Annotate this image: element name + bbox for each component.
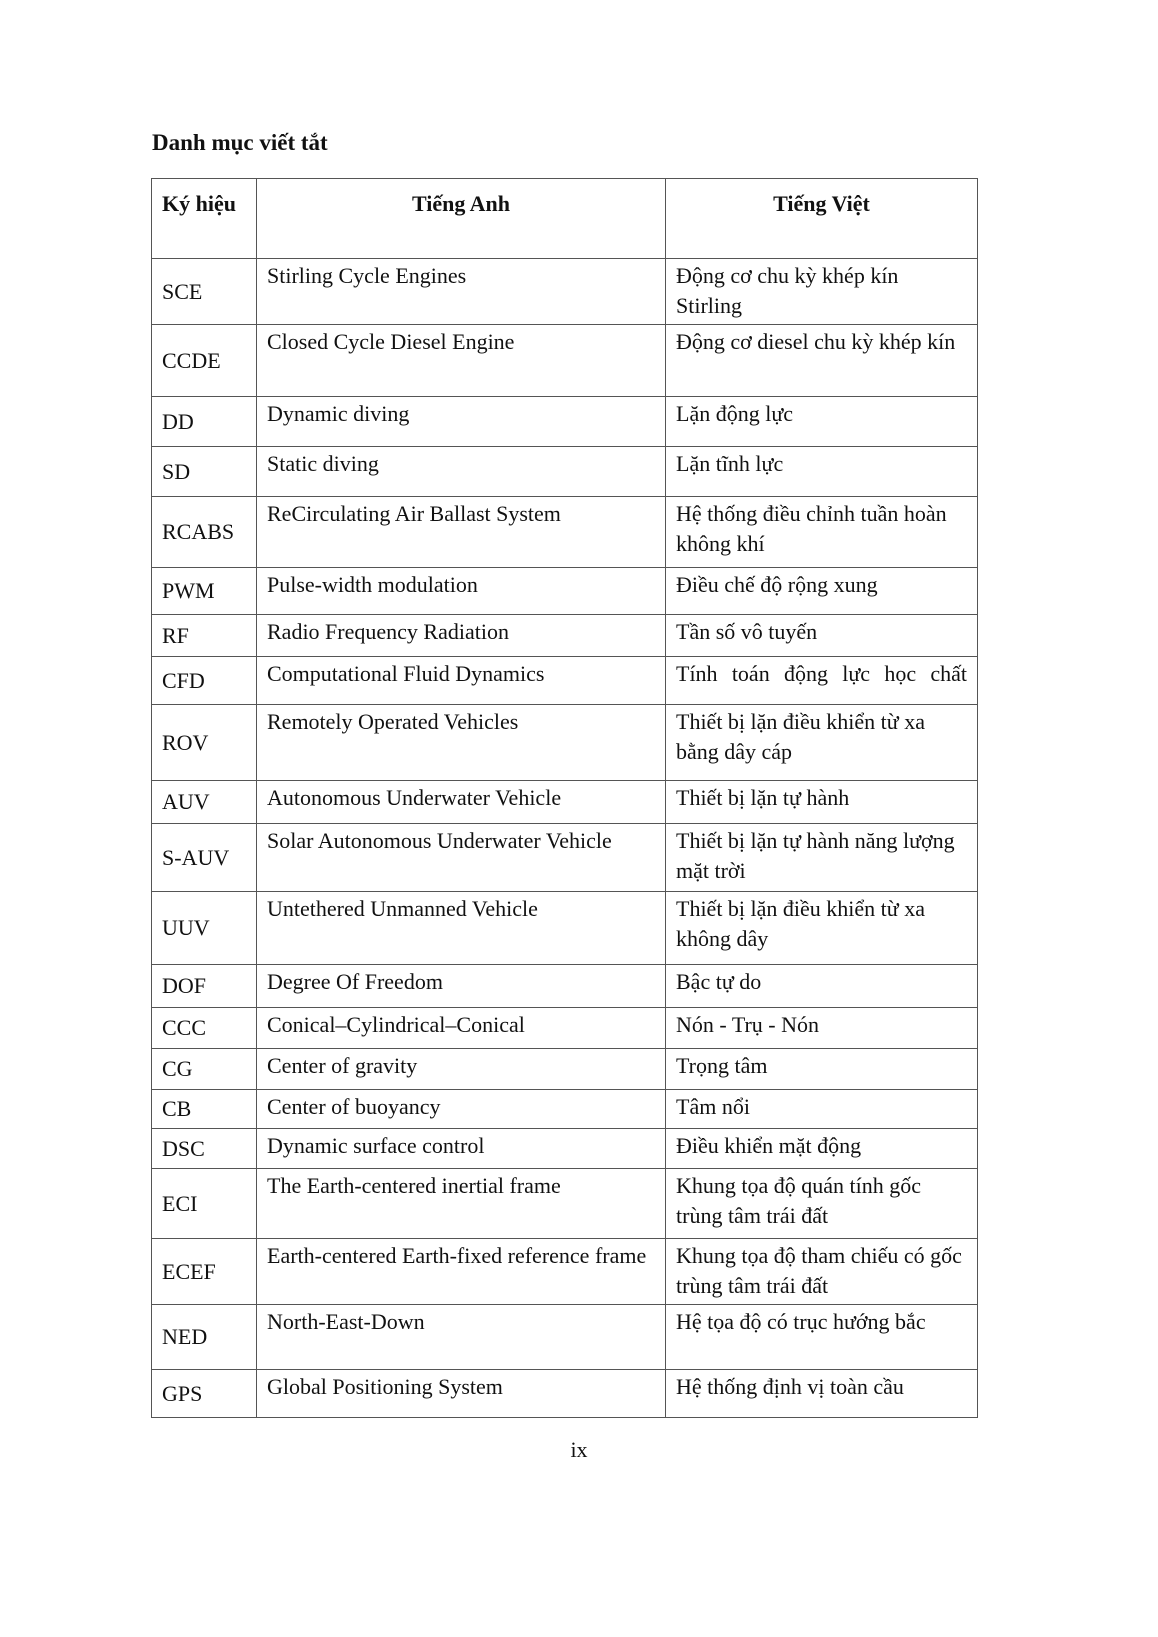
abbreviation-cell: DOF [152, 965, 257, 1008]
english-term-cell: Closed Cycle Diesel Engine [257, 325, 666, 397]
table-row [152, 892, 978, 965]
abbreviation-table [151, 178, 978, 1418]
vietnamese-term-cell: Lặn tĩnh lực [666, 447, 978, 497]
vietnamese-term-cell: Động cơ diesel chu kỳ khép kín [666, 325, 978, 397]
english-term-cell: Center of gravity [257, 1049, 666, 1090]
table-row [152, 325, 978, 397]
page-number: ix [570, 1437, 588, 1462]
vietnamese-term-cell: Động cơ chu kỳ khép kín Stirling [666, 259, 978, 325]
abbreviation-cell: S-AUV [152, 824, 257, 892]
english-term-cell: ReCirculating Air Ballast System [257, 497, 666, 568]
abbreviation-cell: CCC [152, 1008, 257, 1049]
vietnamese-term-cell: Bậc tự do [666, 965, 978, 1008]
abbreviation-cell: AUV [152, 781, 257, 824]
english-term-cell: Earth-centered Earth-fixed reference frame [257, 1239, 666, 1305]
abbreviation-cell: RCABS [152, 497, 257, 568]
abbreviation-cell: RF [152, 615, 257, 657]
table-row [152, 1129, 978, 1169]
abbreviation-cell: GPS [152, 1370, 257, 1418]
table-row [152, 705, 978, 781]
table-row [152, 397, 978, 447]
abbreviation-cell: PWM [152, 568, 257, 615]
english-term-cell: Radio Frequency Radiation [257, 615, 666, 657]
english-term-cell: Static diving [257, 447, 666, 497]
table-row [152, 1008, 978, 1049]
header-vietnamese: Tiếng Việt [666, 179, 978, 259]
header-english: Tiếng Anh [257, 179, 666, 259]
vietnamese-term-cell: Thiết bị lặn tự hành [666, 781, 978, 824]
vietnamese-term-cell: Thiết bị lặn điều khiển từ xa không dây [666, 892, 978, 965]
abbreviation-cell: SD [152, 447, 257, 497]
table-header-row [152, 179, 978, 259]
vietnamese-term-cell: Nón - Trụ - Nón [666, 1008, 978, 1049]
abbreviation-cell: NED [152, 1305, 257, 1370]
english-term-cell: Remotely Operated Vehicles [257, 705, 666, 781]
vietnamese-term-cell: Điều chế độ rộng xung [666, 568, 978, 615]
table-row [152, 1239, 978, 1305]
english-term-cell: Conical–Cylindrical–Conical [257, 1008, 666, 1049]
table-row [152, 615, 978, 657]
table-row [152, 657, 978, 705]
english-term-cell: Degree Of Freedom [257, 965, 666, 1008]
vietnamese-term-cell: Lặn động lực [666, 397, 978, 447]
vietnamese-term-cell: Thiết bị lặn tự hành năng lượng mặt trời [666, 824, 978, 892]
english-term-cell: Global Positioning System [257, 1370, 666, 1418]
vietnamese-term-cell: Hệ thống điều chỉnh tuần hoàn không khí [666, 497, 978, 568]
vietnamese-term-cell: Tính toán động lực học chất [666, 657, 978, 705]
abbreviation-cell: UUV [152, 892, 257, 965]
english-term-cell: Computational Fluid Dynamics [257, 657, 666, 705]
table-row [152, 259, 978, 325]
abbreviation-cell: SCE [152, 259, 257, 325]
vietnamese-term-cell: Trọng tâm [666, 1049, 978, 1090]
table-row [152, 1090, 978, 1129]
table-row [152, 824, 978, 892]
abbreviation-cell: CFD [152, 657, 257, 705]
abbreviation-cell: DSC [152, 1129, 257, 1169]
abbreviation-cell: DD [152, 397, 257, 447]
abbreviation-cell: ECI [152, 1169, 257, 1239]
english-term-cell: Autonomous Underwater Vehicle [257, 781, 666, 824]
english-term-cell: Untethered Unmanned Vehicle [257, 892, 666, 965]
table-row [152, 1305, 978, 1370]
abbreviation-cell: CG [152, 1049, 257, 1090]
vietnamese-term-cell: Thiết bị lặn điều khiển từ xa bằng dây cáp [666, 705, 978, 781]
english-term-cell: Stirling Cycle Engines [257, 259, 666, 325]
vietnamese-term-cell: Tâm nổi [666, 1090, 978, 1129]
table-row [152, 1169, 978, 1239]
header-symbol: Ký hiệu [152, 179, 257, 259]
abbreviation-cell: CB [152, 1090, 257, 1129]
table-row [152, 447, 978, 497]
table-row [152, 568, 978, 615]
english-term-cell: North-East-Down [257, 1305, 666, 1370]
vietnamese-term-cell: Tần số vô tuyến [666, 615, 978, 657]
abbreviation-cell: CCDE [152, 325, 257, 397]
table-row [152, 965, 978, 1008]
english-term-cell: Pulse-width modulation [257, 568, 666, 615]
table-row [152, 1049, 978, 1090]
english-term-cell: Dynamic surface control [257, 1129, 666, 1169]
section-title: Danh mục viết tắt [152, 130, 328, 155]
vietnamese-term-cell: Hệ thống định vị toàn cầu [666, 1370, 978, 1418]
english-term-cell: Center of buoyancy [257, 1090, 666, 1129]
english-term-cell: Solar Autonomous Underwater Vehicle [257, 824, 666, 892]
abbreviation-cell: ECEF [152, 1239, 257, 1305]
abbreviation-cell: ROV [152, 705, 257, 781]
vietnamese-term-cell: Khung tọa độ quán tính gốc trùng tâm trái đất [666, 1169, 978, 1239]
english-term-cell: The Earth-centered inertial frame [257, 1169, 666, 1239]
vietnamese-term-cell: Điều khiển mặt động [666, 1129, 978, 1169]
vietnamese-term-cell: Hệ tọa độ có trục hướng bắc [666, 1305, 978, 1370]
vietnamese-term-cell: Khung tọa độ tham chiếu có gốc trùng tâm trái đất [666, 1239, 978, 1305]
english-term-cell: Dynamic diving [257, 397, 666, 447]
table-row [152, 1370, 978, 1418]
table-row [152, 781, 978, 824]
table-row [152, 497, 978, 568]
